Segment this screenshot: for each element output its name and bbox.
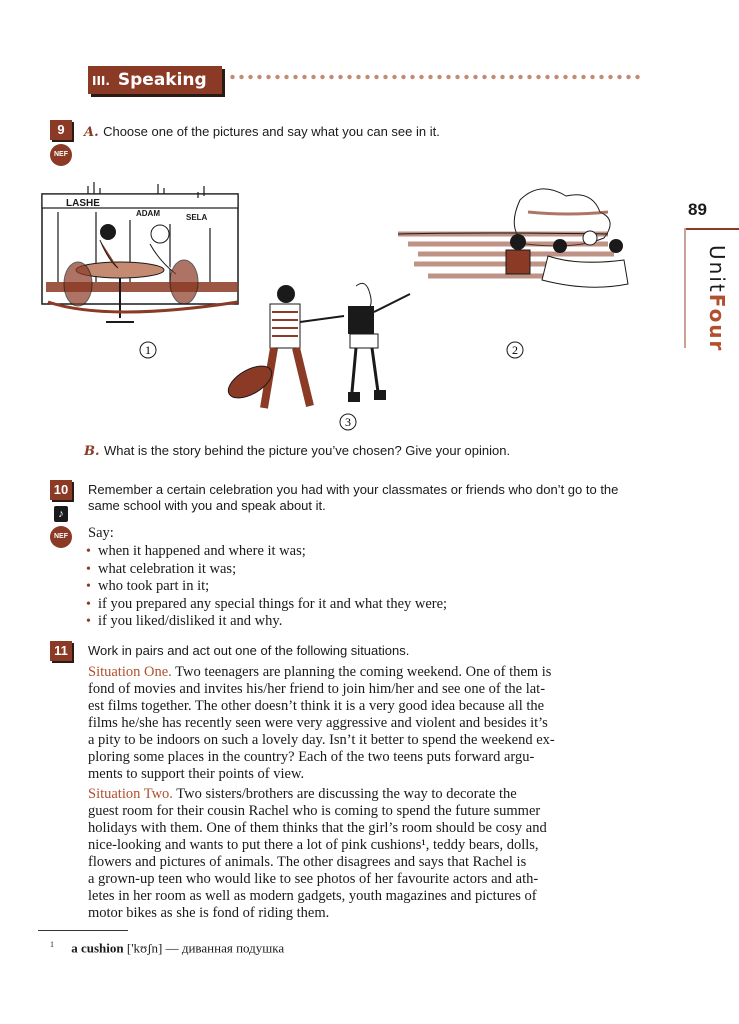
footnote-translation: — диванная подушка [165, 940, 285, 956]
picture-label-1: 1 [145, 343, 151, 357]
task-number-9: 9 [50, 120, 72, 140]
part-a-letter: A. [84, 125, 99, 140]
task9-part-b [84, 442, 510, 460]
unit-word: Unit [705, 245, 729, 294]
side-rule [684, 228, 739, 230]
part-b-letter: B. [84, 444, 100, 459]
text-line: Two sisters/brothers are discussing the way to decorate the [172, 786, 517, 802]
task9-illustration [38, 172, 638, 434]
picture-label-3: 3 [345, 415, 351, 429]
nef-badge: NEF [50, 526, 72, 548]
picture-1-cafe [42, 182, 238, 358]
footnote [50, 940, 284, 956]
unit-name: Four [705, 293, 729, 353]
sign-text-2: ADAM [136, 209, 160, 218]
task9-part-a [84, 123, 440, 141]
sign-text-3: SELA [186, 213, 208, 222]
list-item: • what celebration it was; [86, 561, 646, 579]
sign-text-1: LASHE [66, 198, 100, 209]
text-line: nice-looking and wants to put there a lot of pink cushions¹, teddy bears, dolls, [88, 837, 539, 853]
unit-label [705, 245, 729, 352]
task10-text: Remember a certain celebration you had with your classmates or friends who don’t go to the same school with you and speak about it. [88, 482, 619, 513]
picture-label-2: 2 [512, 343, 518, 357]
text-line: guest room for their cousin Rachel who is coming to spend the future summer [88, 803, 541, 819]
text-line: flowers and pictures of animals. The other disagrees and says that Rachel is [88, 854, 527, 870]
picture-2-picnic [398, 189, 628, 358]
audio-icon: ♪ [54, 506, 68, 522]
section-banner [88, 66, 222, 94]
text-line: ments to support their points of view. [88, 766, 305, 782]
list-item: • who took part in it; [86, 578, 646, 596]
text-line: Two teenagers are planning the coming weekend. One of them is [171, 664, 552, 680]
part-a-text: Choose one of the pictures and say what you can see in it. [103, 124, 440, 139]
task-number-10: 10 [50, 480, 72, 500]
situation-two-label: Situation Two. [88, 786, 173, 802]
say-label: Say: [88, 525, 114, 541]
side-rule-vertical [684, 228, 686, 348]
task-number-11: 11 [50, 641, 72, 661]
footnote-marker: 1 [50, 940, 54, 949]
text-line: holidays with them. One of them thinks that the girl’s room should be cosy and [88, 820, 547, 836]
situation-one [88, 664, 644, 783]
list-item: • if you liked/disliked it and why. [86, 613, 646, 631]
task11-instruction: Work in pairs and act out one of the following situations. [88, 643, 410, 658]
list-item: • when it happened and where it was; [86, 543, 646, 561]
text-line: motor bikes as she is fond of riding them. [88, 905, 330, 921]
situation-one-label: Situation One. [88, 664, 172, 680]
text-line: a grown-up teen who would like to see photos of her favourite actors and ath- [88, 871, 539, 887]
footnote-transcription: ['kʊʃn] [126, 940, 163, 956]
text-line: letes in her room as well as modern gadgets, youth magazines and pictures of [88, 888, 537, 904]
nef-badge: NEF [50, 144, 72, 166]
text-line: fond of movies and invites his/her friend to join him/her and see one of the lat- [88, 681, 546, 697]
footnote-rule [38, 930, 128, 931]
part-b-text: What is the story behind the picture you’ve chosen? Give your opinion. [103, 443, 511, 458]
page-number: 89 [688, 200, 707, 219]
footnote-term: a cushion [71, 940, 124, 956]
say-list [86, 543, 646, 631]
text-line: a pity to be indoors on such a lovely day. Isn’t it better to spend the weekend ex- [88, 732, 555, 748]
list-item: • if you prepared any special things for it and what they were; [86, 596, 646, 614]
dotted-divider [228, 72, 640, 82]
section-number: III. [92, 74, 110, 88]
text-line: est films together. The other doesn’t think it is a very good idea because all the [88, 698, 545, 714]
text-line: films he/she has recently seen were very aggressive and violent and besides it’s [88, 715, 548, 731]
text-line: ploring some places in the country? Each of the two teens puts forward argu- [88, 749, 535, 765]
section-title: Speaking [117, 70, 207, 90]
picture-3-skaters [223, 283, 410, 430]
situation-two [88, 786, 644, 922]
